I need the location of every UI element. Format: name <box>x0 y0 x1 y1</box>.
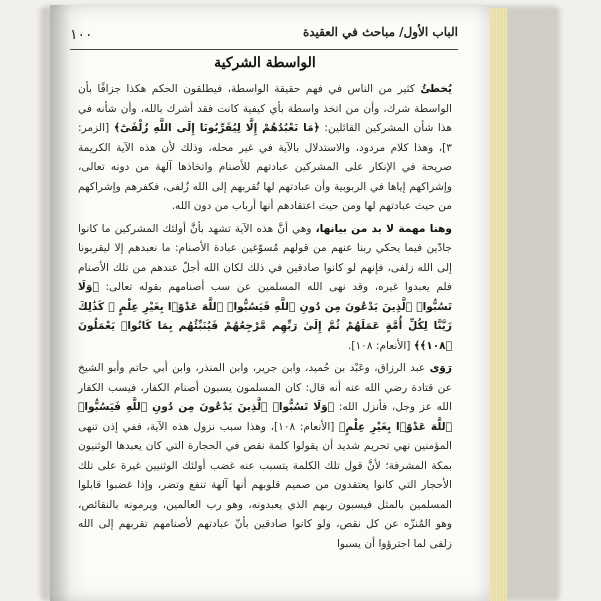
paragraph-text: [الأنعام: ١٠٨]. <box>347 339 414 352</box>
page-number: ١٠٠ <box>70 27 93 43</box>
paragraph-text: وهي أنَّ هذه الآية تشهد بأنَّ أولئك المشركين ما كانوا جادّين فيما يحكي ربنا عنهم من قولهم مُسوّغين عبادة الأصنام: ما نعبدهم إلا ليقربونا إلى الله زلفى، فإنهم لو كانوا صادقين في ذلك لكان الله أجلّ عندهم من تلك الأصنام فلم يعبدوا غيره، وقد نهى الله المسلمين عن سب أصنامهم بقوله تعالى: <box>78 222 452 293</box>
quran-verse: ﴿مَا نَعْبُدُهُمْ إِلَّا لِيُقَرِّبُونَا إِلَى اللَّهِ زُلْفَىٰٓ﴾ <box>113 122 320 134</box>
paragraph <box>78 359 452 554</box>
page-gutter-shadow <box>50 5 70 601</box>
running-head: الباب الأول/ مباحث في العقيدة <box>302 25 458 39</box>
paragraph-text: عبد الرزاق، وعَبْد بن حُميد، وابن جرير، وابن المنذر، وابن أبي حاتم وأبو الشيخ عن قتادة رضي الله عنه أنه قال: كان المسلمون يسبون أصنام الكفار، فيسب الكفار الله عز وجل، فأنزل الله: <box>78 362 452 413</box>
page-header <box>70 23 458 50</box>
paragraph-text: [الأنعام: ١٠٨]، وهذا سبب نزول هذه الآية، ففي إذن تنهى المؤمنين نهي تحريم شديد أن يقولوا كلمة نقص في الحجارة التي كان يعبدها الوثنيون بمكة المشرفة؛ لأنَّ قول تلك الكلمة يتسبب عنه غضب أولئك الوثنيين غيرة على تلك الأحجار التي كانوا يعتقدون من صميم قلوبهم أنها آلهة تنفع وتضر، وإذا غضبوا قابلوا المسلمين بالمثل فيسبون ربهم الذي يعبدونه، وهو رب العالمين، ويرمونه بالنقائص، وهو المُنزّه عن كل نقص، ولو كانوا صادقين بأنّ عبادتهم لأصنامهم تقربهم إلى الله زلفى لما اجترؤوا أن يسبوا <box>78 420 452 550</box>
quran-verse: ﴿وَلَا تَسُبُّوا۟ ٱلَّذِينَ يَدْعُونَ مِن دُونِ ٱللَّهِ فَيَسُبُّوا۟ ٱللَّهَ عَدْوًۢا بِغَيْرِ عِلْمٍ ۗ كَذَٰلِكَ زَيَّنَّا لِكُلِّ أُمَّةٍ عَمَلَهُمْ ثُمَّ إِلَىٰ رَبِّهِم مَّرْجِعُهُمْ فَيُنَبِّئُهُم بِمَا كَانُوا۟ يَعْمَلُونَ ﴿١٠٨﴾﴾ <box>78 281 452 352</box>
paragraph-text: [الزمر: ٣]، وهذا كلام مردود، والاستدلال بالآية في غير محله، وذلك لأن هذه الآية الكريمة صريحة في الإنكار على المشركين عبادتهم للأصنام واتخاذها آلهة من دونه تعالى، وإشراكهم إياها في الربوبية وأن عبادتهم لها تُقربهم إلى الله زُلفى، فكفرهم وإشراكهم من حيث عبادتهم لها ومن حيث اعتقادهم أنها أرباب من دون الله. <box>78 122 452 212</box>
paragraph-lead: يُخطئُ <box>420 83 452 95</box>
quran-verse: ﴿وَلَا تَسُبُّوا۟ ٱلَّذِينَ يَدْعُونَ مِن دُونِ ٱللَّهِ فَيَسُبُّوا۟ ٱللَّهَ عَدْوًۢا بِغَيْرِ عِلْمٍ﴾ <box>78 401 452 433</box>
paragraph-text: كثير من الناس في فهم حقيقة الواسطة، فيطلقون الحكم هكذا جزافًا بأن الواسطة شرك، وأن من اتخذ واسطة بأي كيفية كانت فقد أشرك بالله، وأن شأنه في هذا شأن المشركين القائلين: <box>78 83 453 134</box>
paragraph-lead: وهنا مهمة لا بد من بيانها، <box>315 222 452 235</box>
paragraph-lead: رَوَى <box>429 362 452 374</box>
paragraph <box>78 80 452 217</box>
body-text <box>78 80 452 593</box>
paragraph <box>78 220 452 357</box>
section-title: الواسطة الشركية <box>214 55 316 71</box>
book-page <box>50 5 490 601</box>
